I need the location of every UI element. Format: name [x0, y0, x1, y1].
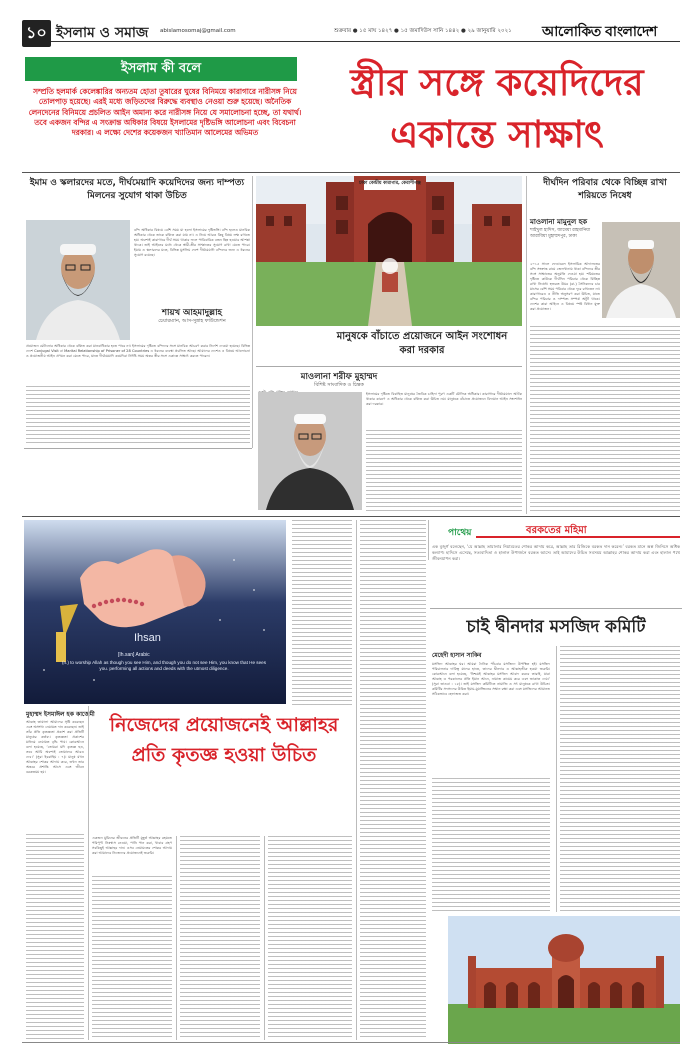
mosque-photo — [448, 916, 680, 1044]
column-banner: ইসলাম কী বলে — [25, 57, 297, 81]
bottom-rule — [22, 1042, 680, 1043]
left-story-rule — [24, 448, 252, 449]
col-rule-gr-5 — [428, 520, 429, 560]
col-rule-gr-2 — [176, 836, 177, 1040]
barakah-rule — [430, 608, 682, 609]
col-rule-mosque — [556, 646, 557, 912]
ihsan-image — [24, 520, 286, 704]
gratitude-body: আল্লাহ তায়ালা আমাদের সৃষ্টি করেছেন এবং অসংখ্য নেয়ামত দান করেছেন। তাই তাঁর প্রতি কৃতজ্ঞতা প্রকাশ করা প্রতিটি মানুষের কর্তব্য। কৃতজ্ঞতা প্রকাশের মাধ্যমে নেয়ামত বৃদ্ধি পায়। কোরআনে বলা হয়েছে, ‘তোমরা যদি কৃতজ্ঞ হও, তবে আমি অবশ্যই তোমাদের আরও দেব।’ (সুরা ইবরাহিম : ৭)। মানুষ যখন আল্লাহর শোকর আদায় করে, তখন তার অন্তরে প্রশান্তি আসে এবং জীবন বরকতময় হয়। — [26, 720, 86, 774]
gratitude-col6 — [360, 520, 426, 1040]
col-rule-gr-1 — [88, 706, 89, 1040]
gratitude-col5 — [292, 520, 352, 706]
top-rule — [22, 172, 680, 173]
right-author-name: মাওলানা মামুনুল হক — [530, 218, 588, 226]
col-rule-gr-4 — [356, 520, 357, 1040]
right-story-heading: দীর্ঘদিন পরিবার থেকে বিচ্ছিন্ন রাখা শরিয়তে নিষেধ — [543, 178, 667, 201]
center-story-body-2: ইসলামের দৃষ্টিতে বিবাহিত মানুষের জৈবিক চাহিদা পূরণ একটি মৌলিক অধিকার। কারাগারে দীর্ঘমেয়াদে আটক থাকার কারণে এ অধিকার থেকে বঞ্চিত করা উচিত নয়। মানুষকে বাঁচাতে প্রয়োজনে বিদ্যমান আইন সংশোধন করা দরকার। — [366, 392, 524, 406]
gratitude-col2-rest — [92, 876, 172, 1040]
col-rule-2 — [526, 176, 527, 514]
left-story-body-1: বন্দি অধিকার বিষয়ে বেশি সময় যা হলো ইসলামের দৃষ্টিভঙ্গি। বন্দি হলেও মানবিক অধিকার থেকে তাকে বঞ্চিত করা যায় না। এ নিয়ে আরও কিছু বিষয় লক্ষ রাখতে হয়। অবশ্যই কারাগারে দীর্ঘ সময় থাকার ফলে পারিবারিক বন্ধন ছিন্ন হওয়ার আশঙ্কা থাকে। তাই আইনের মধ্যে থেকে স্বামী-স্ত্রীর সাক্ষাতের সুযোগ রাখা যেতে পারে। ইমাম ও স্কলারদের মতে, বিভিন্ন মুসলিম দেশে দীর্ঘমেয়াদি বন্দিদের জন্য এ ধরনের সুযোগ রয়েছে। — [134, 228, 252, 257]
author-photo-ahmadullah — [26, 220, 130, 340]
center-story-continued — [366, 430, 522, 512]
dateline: শুক্রবার ● ১৫ মাঘ ১৪২৭ ● ১৫ জমাদিউস সানি ১৪৪২ ● ২৯ জানুয়ারি ২০২১ — [334, 28, 512, 34]
gratitude-col2-text: একজন মুমিনের জীবনের প্রতিটি মুহূর্ত আল্লাহর রহমতে পরিপূর্ণ। নিঃশ্বাস নেওয়া, পানি পান করা, খাবার গ্রহণ সবকিছুই আল্লাহর দান। এসব নেয়ামতের শোকর আদায় করা আমাদের নিজেদের প্রয়োজনেই জরুরি। — [92, 836, 174, 855]
jail-photo — [256, 176, 522, 326]
center-author-name: মাওলানা শরীফ মুহাম্মদ — [300, 372, 378, 382]
jail-photo-sign: ঢাকা কেন্দ্রীয় কারাগার, কেরাণীগঞ্জ — [359, 181, 421, 186]
left-story-columns — [26, 386, 250, 444]
gratitude-col3 — [180, 836, 260, 1040]
ihsan-definition-2: (n.) to worship Allah as though you see Him, and though you do not see Him, you know that He sees you. performing all actions and deeds with the utmost diligence. — [61, 660, 267, 672]
center-story-heading: মানুষকে বাঁচাতে প্রয়োজনে আইন সংশোধন করা দরকার — [336, 331, 508, 356]
section-title: ইসলাম ও সমাজ — [56, 25, 149, 41]
page-header — [22, 20, 680, 42]
mosque-title: চাই দ্বীনদার মসজিদ কমিটি — [466, 617, 646, 637]
barakah-body: এক বুজুর্গ বলেছেন, ‘যে আল্লাহ তায়ালার নিয়ামতের শোকর আদায় করে, আল্লাহ তার রিজিকে বরকত দান করেন।’ বরকত মানে অল্প জিনিসে অধিক কল্যাণ। হাদিসে এসেছে, সত্যবাদিতা ও হালাল উপার্জনে বরকত আসে। তাই আমাদের উচিত সবসময় আল্লাহর শোকর আদায় করা এবং হালাল পথে জীবনযাপন করা। — [432, 544, 682, 561]
mosque-col2 — [560, 646, 680, 912]
col-rule-gr-3 — [264, 836, 265, 1040]
headline: স্ত্রীর সঙ্গে কয়েদিদের একান্তে সাক্ষাৎ — [350, 60, 644, 156]
section-email: abislamosomaj@gmail.com — [160, 28, 236, 34]
left-story-heading: ইমাম ও স্কলারদের মতে, দীর্ঘমেয়াদি কয়েদিদের জন্য দাম্পত্য মিলনের সুযোগ থাকা উচিত — [29, 178, 245, 201]
middle-rule — [22, 516, 680, 517]
author-photo-sharif — [258, 392, 362, 510]
right-story-columns — [530, 326, 680, 512]
gratitude-author: মুহাম্মদ ইসমাঈল হক কাজেমী — [26, 711, 95, 718]
center-author-title: বিশিষ্ট সাংবাদিক ও চিন্তক — [314, 382, 364, 388]
gratitude-heading: নিজেদের প্রয়োজনেই আল্লাহর প্রতি কৃতজ্ঞ হওয়া উচিত — [109, 714, 339, 766]
mosque-author: মেহেদী হাসান সাকিব — [432, 652, 482, 659]
barakah-title-bar — [476, 522, 680, 538]
masthead-logo: আলোকিত বাংলাদেশ — [542, 24, 657, 40]
left-author-title: চেয়ারম্যান, আস-সুন্নাহ ফাউন্ডেশন — [158, 318, 226, 324]
mosque-body: মসজিদ আল্লাহর ঘর। আমরা দৈনিক পাঁচবার মসজিদে উপস্থিত হই। মসজিদ পরিচালনার দায়িত্ব যাদের হাতে, তাদের দ্বীনদার ও আল্লাহভীরু হওয়া জরুরি। কোরআনে বলা হয়েছে, ‘নিশ্চয়ই আল্লাহর মসজিদ আবাদ করবে তারাই, যারা আল্লাহ ও পরকালের প্রতি ইমান আনে, নামাজ কায়েম করে এবং জাকাত দেয়।’ (সুরা তাওবা : ১৮)। তাই মসজিদ কমিটিতে নামাজি ও সৎ মানুষকে রাখা উচিত। কমিটির সদস্যদের উচিত ইমাম-মুয়াজ্জিনের সম্মান রক্ষা করা এবং মসজিদের আমানত সঠিকভাবে হেফাজত করা। — [432, 662, 552, 696]
gratitude-col4 — [268, 836, 352, 1040]
intro-text: সম্প্রতি হলমার্ক কেলেঙ্কারির অন্যতম হোতা তুষারের ঘুষের বিনিময়ে কারাগারে নারীসঙ্গ নিয়ে তোলপাড় হয়েছে। এরই মধ্যে জড়িতদের বিরুদ্ধে ব্যবস্থাও নেওয়া শুরু হয়েছে। অনৈতিক লেনদেনের বিনিময়ে প্রচলিত আইন অমান্য করে নারীসঙ্গ নিয়ে যে সমালোচনা হচ্ছে, তা যথার্থ। তবে একজন বন্দির এ সংক্রান্ত অধিকার বিষয়ে ইসলামের দৃষ্টিভঙ্গি আলোচনা এবং বিবেচনা দরকার। এ লক্ষ্যে দেশের কয়েকজন খ্যাতিমান আলেমের অভিমত — [28, 87, 302, 138]
barakah-title: বরকতের মহিমা — [526, 525, 587, 536]
mosque-col1-rest — [432, 778, 550, 914]
ihsan-word: Ihsan — [134, 632, 161, 644]
left-story-body-2: প্রয়োজন মেটানোর অধিকার থেকে বঞ্চিত করা মানবাধিকার হতে পারে না। ইসলামের দৃষ্টিতে বন্দিদের সঙ্গে মানবিক আচরণ করার নির্দেশ দেওয়া হয়েছে। বিভিন্ন দেশে Conjugal Visit বা Marital Relationship of Prisoner of 28 Countries এ ধরনের ব্যবস্থা প্রচলিত আছে। আমাদের দেশেও এ বিষয়ে আলোচনা ও প্রয়োজনীয় আইন প্রণয়ন করা যেতে পারে, যাতে দীর্ঘমেয়াদি কয়েদিরা নির্দিষ্ট সময় অন্তর স্ত্রীর সঙ্গে একান্তে সাক্ষাৎ করতে পারেন। — [26, 344, 252, 358]
left-author-name: শায়খ আহমাদুল্লাহ — [161, 308, 223, 318]
barakah-label: পাথেয় — [448, 528, 472, 538]
author-photo-mamunul — [602, 222, 680, 318]
right-author-title: শাইখুল হাদিস, জামেয়া রাহমানিয়া আরাবিয়া মুহাম্মদপুর, ঢাকা — [530, 228, 591, 239]
ihsan-definition-1: [Ih.san] Arabic — [118, 652, 150, 658]
center-story-rule — [256, 366, 522, 367]
right-story-body: ২০১৫ সালে ফেডারেল ইসলামিক আদালতের বন্দি সংক্রান্ত রায়ে জেলখানায় থাকা বন্দিদের স্ত্রীর সঙ্গে সাক্ষাতের অনুমতি দেওয়া হয়। শরিয়তের দৃষ্টিতে কাউকে দীর্ঘদিন পরিবার থেকে বিচ্ছিন্ন রাখা নিষেধ। হজরত উমর (রা.) সৈনিকদের চার মাসের বেশি সময় পরিবার থেকে দূরে রাখতেন না। কারাগারেও এ নীতি অনুসরণ করা উচিত, যাতে বন্দির পরিবার ও দাম্পত্য সম্পর্ক অটুট থাকে। দেশের কারা আইনে এ বিষয়ে স্পষ্ট বিধান যুক্ত করা প্রয়োজন। — [530, 262, 602, 311]
col-rule-1 — [252, 176, 253, 448]
page-number: ১০ — [22, 20, 51, 47]
gratitude-col1-rest — [26, 834, 84, 1040]
